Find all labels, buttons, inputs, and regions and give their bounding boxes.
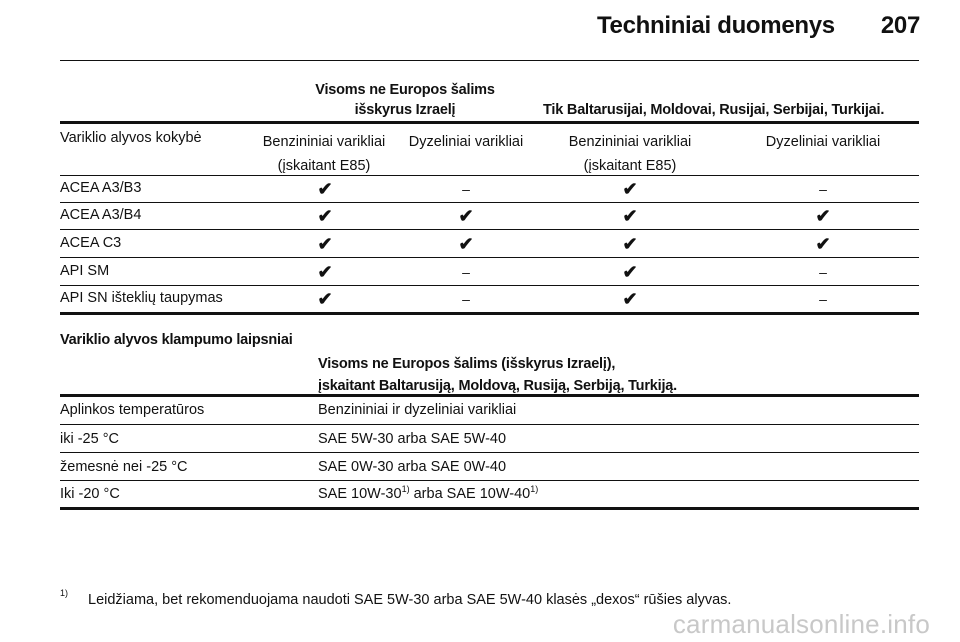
check-icon: ✔ xyxy=(622,206,638,226)
viscosity-cell: SAE 5W-30 arba SAE 5W-40 xyxy=(318,431,507,447)
table-bottom-rule xyxy=(60,312,919,315)
column-header-engines: Benzininiai ir dyzeliniai varikliai xyxy=(318,402,517,418)
column-header-diesel-2: Dyzeliniai varikliai xyxy=(765,134,881,150)
column-header-line: (įskaitant E85) xyxy=(583,158,677,174)
check-icon: ✔ xyxy=(622,262,638,282)
column-header-temperature: Aplinkos temperatūros xyxy=(60,402,205,418)
footnote xyxy=(60,588,732,608)
row-label: ACEA C3 xyxy=(60,235,122,251)
group-header-line: Visoms ne Europos šalims xyxy=(315,82,495,98)
column-header-petrol xyxy=(250,130,398,178)
footnote-text: Leidžiama, bet rekomenduojama naudoti SAE 5W-30 arba SAE 5W-40 klasės „dexos“ rūšies alyvas. xyxy=(88,592,732,608)
check-icon: ✔ xyxy=(317,262,333,282)
row-label: API SM xyxy=(60,263,110,279)
row-divider xyxy=(60,452,919,453)
table-top-rule xyxy=(60,394,919,397)
check-icon: ✔ xyxy=(317,289,333,309)
temperature-cell: iki -25 °C xyxy=(60,431,119,447)
footnote-reference: 1) xyxy=(530,484,539,495)
page-header xyxy=(597,12,920,40)
viscosity-cell xyxy=(318,486,538,502)
dash-mark: – xyxy=(819,181,827,197)
group-header-line: išskyrus Izraelį xyxy=(354,102,456,118)
dash-mark: – xyxy=(462,181,470,197)
footnote-mark: 1) xyxy=(60,588,69,598)
header-divider xyxy=(60,60,919,61)
column-header-line: (įskaitant E85) xyxy=(277,158,371,174)
row-label: API SN išteklių taupymas xyxy=(60,290,223,306)
dash-mark: – xyxy=(819,291,827,307)
viscosity-cell: SAE 0W-30 arba SAE 0W-40 xyxy=(318,459,507,475)
group-header-line: įskaitant Baltarusiją, Moldovą, Rusiją, Serbiją, Turkiją. xyxy=(318,378,678,394)
group-header-line: Visoms ne Europos šalims (išskyrus Izraelį), xyxy=(318,356,616,372)
check-icon: ✔ xyxy=(317,234,333,254)
table-top-rule xyxy=(60,121,919,124)
row-label: ACEA A3/B3 xyxy=(60,180,142,196)
column-header-line: Benzininiai varikliai xyxy=(568,134,692,150)
section-title: Variklio alyvos klampumo laipsniai xyxy=(60,332,293,348)
group-header-viscosity xyxy=(318,353,677,397)
column-header-oil-quality: Variklio alyvos kokybė xyxy=(60,130,202,146)
group-header-specific-countries: Tik Baltarusijai, Moldovai, Rusijai, Serbijai, Turkijai. xyxy=(543,102,885,118)
check-icon: ✔ xyxy=(458,206,474,226)
temperature-cell: žemesnė nei -25 °C xyxy=(60,459,188,475)
header-row-rule xyxy=(60,424,919,425)
row-divider xyxy=(60,285,919,286)
header-row-rule xyxy=(60,175,919,176)
column-header-line: Benzininiai varikliai xyxy=(262,134,386,150)
page-number: 207 xyxy=(880,12,920,39)
dash-mark: – xyxy=(462,264,470,280)
row-divider xyxy=(60,229,919,230)
check-icon: ✔ xyxy=(815,206,831,226)
dash-mark: – xyxy=(462,291,470,307)
check-icon: ✔ xyxy=(622,234,638,254)
row-label: ACEA A3/B4 xyxy=(60,207,142,223)
check-icon: ✔ xyxy=(622,289,638,309)
column-header-petrol-2 xyxy=(545,130,715,178)
row-divider xyxy=(60,257,919,258)
check-icon: ✔ xyxy=(458,234,474,254)
page-title: Techniniai duomenys xyxy=(596,12,835,39)
watermark: carmanualsonline.info xyxy=(672,609,930,639)
viscosity-value: arba SAE 10W-40 xyxy=(409,486,531,502)
row-divider xyxy=(60,202,919,203)
temperature-cell: Iki -20 °C xyxy=(60,486,120,502)
footnote-reference: 1) xyxy=(401,484,410,495)
column-header-diesel: Dyzeliniai varikliai xyxy=(408,134,524,150)
row-divider xyxy=(60,480,919,481)
check-icon: ✔ xyxy=(815,234,831,254)
table-bottom-rule xyxy=(60,507,919,510)
group-header-non-european xyxy=(290,82,520,118)
check-icon: ✔ xyxy=(622,179,638,199)
viscosity-value: SAE 10W-30 xyxy=(318,486,402,502)
dash-mark: – xyxy=(819,264,827,280)
check-icon: ✔ xyxy=(317,179,333,199)
check-icon: ✔ xyxy=(317,206,333,226)
